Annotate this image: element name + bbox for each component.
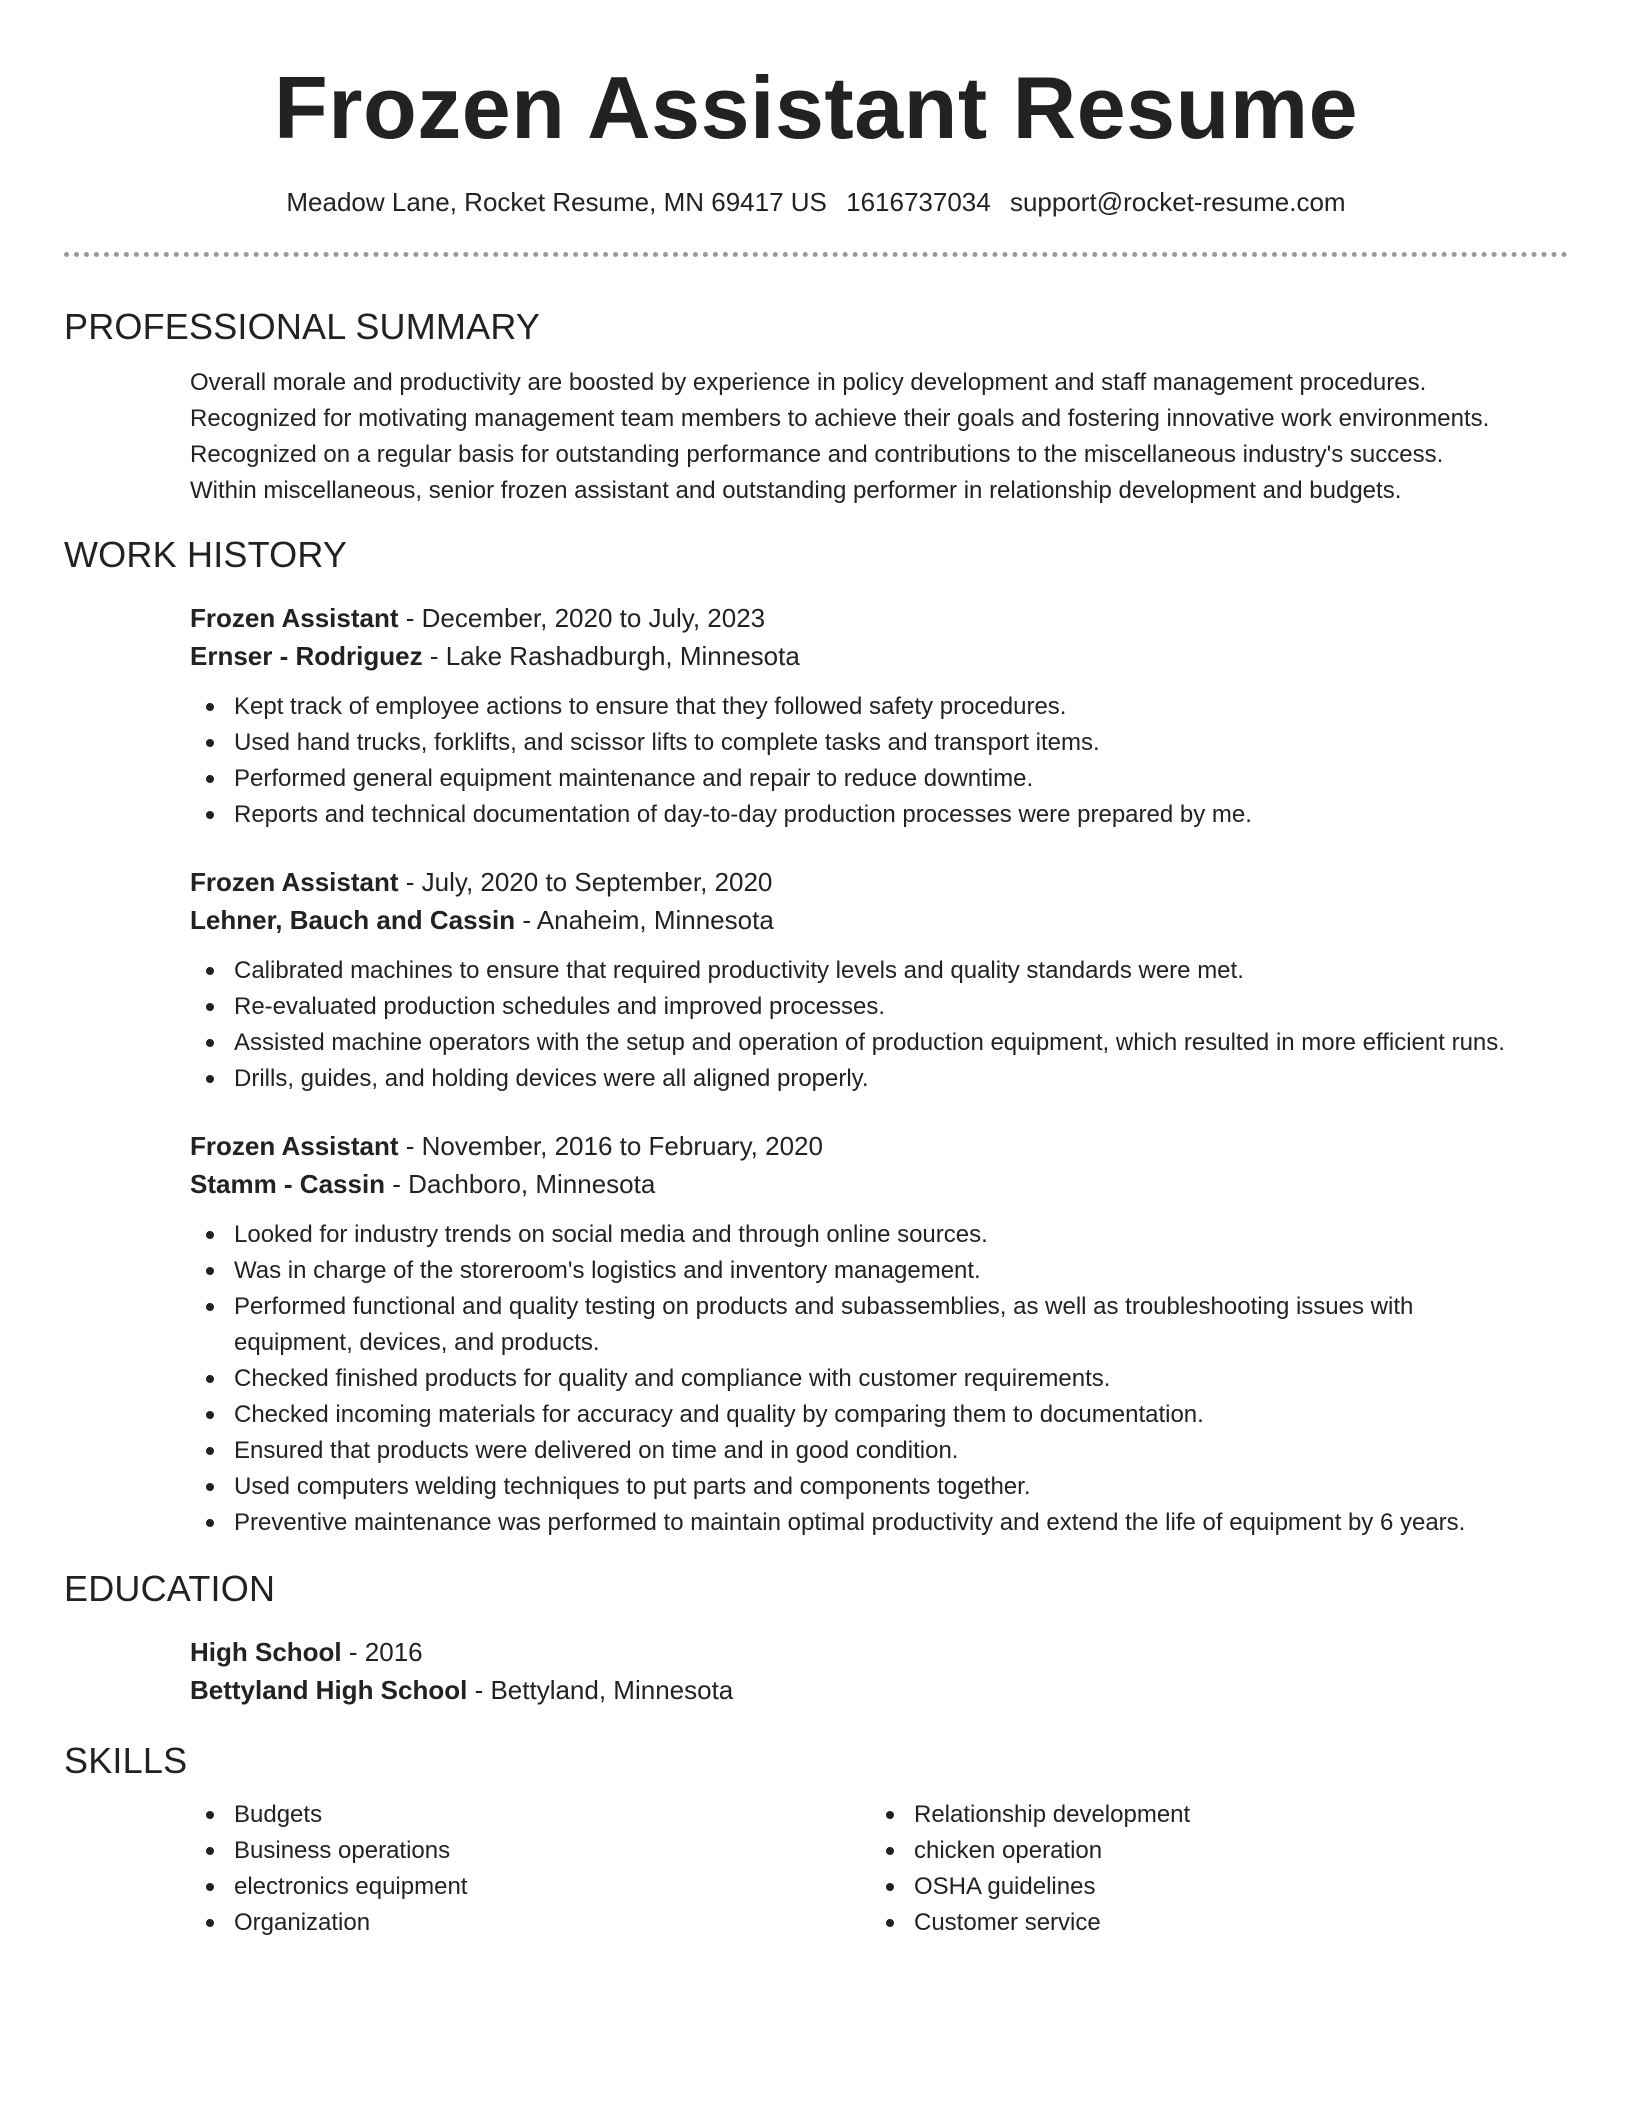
job-role: Frozen Assistant — [190, 867, 399, 897]
bullet-text: Re-evaluated production schedules and improved processes. — [234, 993, 886, 1020]
skill-text: Business operations — [234, 1837, 451, 1864]
bullet-text: Drills, guides, and holding devices were all aligned properly. — [234, 1065, 869, 1092]
job-company: Lehner, Bauch and Cassin — [190, 905, 516, 935]
bullet-dot-icon — [206, 1847, 214, 1855]
skill-text: chicken operation — [914, 1837, 1103, 1864]
list-item — [190, 761, 1568, 797]
bullet-text: Looked for industry trends on social media and through online sources. — [234, 1221, 988, 1248]
list-item — [190, 1833, 870, 1869]
list-item — [190, 1397, 1480, 1433]
list-item — [870, 1869, 1550, 1905]
bullet-text: Assisted machine operators with the setup and operation of production equipment, which resulted in more efficient runs. — [234, 1029, 1505, 1056]
bullet-dot-icon — [206, 1075, 214, 1083]
bullet-dot-icon — [206, 775, 214, 783]
job-dates: - July, 2020 to September, 2020 — [398, 867, 773, 897]
job-company: Ernser - Rodriguez — [190, 641, 423, 671]
bullet-text: Kept track of employee actions to ensure that they followed safety procedures. — [234, 693, 1067, 720]
bullet-text: Ensured that products were delivered on time and in good condition. — [234, 1437, 959, 1464]
bullet-text: Reports and technical documentation of day-to-day production processes were prepared by me. — [234, 801, 1252, 828]
bullet-dot-icon — [206, 1519, 214, 1527]
education-entry — [190, 1633, 1568, 1709]
job-location: - Lake Rashadburgh, Minnesota — [422, 641, 800, 671]
bullet-dot-icon — [886, 1919, 894, 1927]
skill-text: Organization — [234, 1909, 371, 1936]
bullet-dot-icon — [206, 1003, 214, 1011]
education-heading: EDUCATION — [64, 1568, 276, 1609]
skills-column-right — [870, 1797, 1550, 1941]
bullet-text: Used hand trucks, forklifts, and scissor lifts to complete tasks and transport items. — [234, 729, 1100, 756]
list-item — [190, 1217, 1480, 1253]
header-divider — [64, 252, 1568, 257]
list-item — [190, 1469, 1480, 1505]
list-item — [190, 1289, 1480, 1361]
bullet-text: Checked finished products for quality and compliance with customer requirements. — [234, 1365, 1111, 1392]
bullet-dot-icon — [206, 1883, 214, 1891]
bullet-dot-icon — [206, 1231, 214, 1239]
bullet-dot-icon — [206, 1375, 214, 1383]
job-role-line — [190, 599, 1568, 637]
work-history-section — [64, 531, 1568, 1541]
list-item — [190, 953, 1568, 989]
bullet-dot-icon — [886, 1847, 894, 1855]
contact-line — [64, 182, 1568, 222]
resume-page — [64, 0, 1568, 1941]
job-entry — [190, 1127, 1568, 1541]
job-entry — [190, 599, 1568, 833]
job-dates: - November, 2016 to February, 2020 — [398, 1131, 823, 1161]
bullet-text: Calibrated machines to ensure that required productivity levels and quality standards were met. — [234, 957, 1244, 984]
list-item — [190, 1433, 1480, 1469]
education-section — [64, 1565, 1568, 1709]
bullet-text: Was in charge of the storeroom's logistics and inventory management. — [234, 1257, 981, 1284]
job-company-line — [190, 901, 1568, 939]
list-item — [870, 1905, 1550, 1941]
bullet-dot-icon — [206, 1411, 214, 1419]
skills-grid — [190, 1797, 1568, 1941]
bullet-dot-icon — [206, 967, 214, 975]
skills-column-left — [190, 1797, 870, 1941]
list-item — [190, 797, 1568, 833]
job-role-line — [190, 1127, 1568, 1165]
education-school-line — [190, 1671, 1568, 1709]
bullet-dot-icon — [206, 1919, 214, 1927]
skill-text: electronics equipment — [234, 1873, 468, 1900]
job-role: Frozen Assistant — [190, 1131, 399, 1161]
summary-line: Within miscellaneous, senior frozen assistant and outstanding performer in relationship development and budgets. — [190, 477, 1402, 504]
list-item — [190, 725, 1568, 761]
summary-line: Recognized for motivating management team members to achieve their goals and fostering innovative work environments. — [190, 405, 1490, 432]
bullet-dot-icon — [886, 1883, 894, 1891]
bullet-dot-icon — [886, 1811, 894, 1819]
bullet-text: Performed general equipment maintenance and repair to reduce downtime. — [234, 765, 1034, 792]
work-history-heading: WORK HISTORY — [64, 534, 348, 575]
bullet-text: Preventive maintenance was performed to maintain optimal productivity and extend the life of equipment by 6 years. — [234, 1509, 1466, 1536]
contact-phone: 1616737034 — [846, 187, 991, 217]
contact-email: support@rocket-resume.com — [1009, 187, 1346, 217]
skills-heading: SKILLS — [64, 1740, 188, 1781]
summary-heading: PROFESSIONAL SUMMARY — [64, 306, 541, 347]
job-location: - Dachboro, Minnesota — [385, 1169, 656, 1199]
bullet-dot-icon — [206, 739, 214, 747]
bullet-dot-icon — [206, 811, 214, 819]
skill-text: OSHA guidelines — [914, 1873, 1096, 1900]
bullet-text: Checked incoming materials for accuracy and quality by comparing them to documentation. — [234, 1401, 1204, 1428]
list-item — [190, 1869, 870, 1905]
education-school: Bettyland High School — [190, 1675, 468, 1705]
job-company-line — [190, 637, 1568, 675]
job-dates: - December, 2020 to July, 2023 — [398, 603, 766, 633]
summary-line: Recognized on a regular basis for outstanding performance and contributions to the miscellaneous industry's success. — [190, 441, 1444, 468]
list-item — [190, 1505, 1480, 1541]
list-item — [190, 1797, 870, 1833]
education-location: - Bettyland, Minnesota — [467, 1675, 734, 1705]
list-item — [190, 689, 1568, 725]
job-entry — [190, 863, 1568, 1097]
bullet-dot-icon — [206, 1267, 214, 1275]
contact-address: Meadow Lane, Rocket Resume, MN 69417 US — [286, 187, 827, 217]
job-location: - Anaheim, Minnesota — [515, 905, 774, 935]
education-degree-line — [190, 1633, 1568, 1671]
resume-title: Frozen Assistant Resume — [273, 58, 1359, 157]
education-year: - 2016 — [341, 1637, 423, 1667]
list-item — [190, 1025, 1568, 1061]
bullet-dot-icon — [206, 1483, 214, 1491]
list-item — [190, 1361, 1480, 1397]
skill-text: Budgets — [234, 1801, 323, 1828]
summary-section — [64, 303, 1568, 509]
list-item — [870, 1797, 1550, 1833]
bullet-dot-icon — [206, 703, 214, 711]
education-degree: High School — [190, 1637, 342, 1667]
job-bullets — [190, 1217, 1480, 1541]
bullet-dot-icon — [206, 1447, 214, 1455]
skills-section — [64, 1737, 1568, 1941]
job-bullets — [190, 953, 1568, 1097]
job-role: Frozen Assistant — [190, 603, 399, 633]
list-item — [190, 989, 1568, 1025]
summary-line: Overall morale and productivity are boosted by experience in policy development and staff management procedures. — [190, 369, 1427, 396]
job-company: Stamm - Cassin — [190, 1169, 386, 1199]
list-item — [870, 1833, 1550, 1869]
job-company-line — [190, 1165, 1568, 1203]
summary-text — [190, 365, 1568, 509]
bullet-dot-icon — [206, 1039, 214, 1047]
list-item — [190, 1253, 1480, 1289]
skill-text: Customer service — [914, 1909, 1101, 1936]
job-bullets — [190, 689, 1568, 833]
skill-text: Relationship development — [914, 1801, 1191, 1828]
bullet-text: Performed functional and quality testing on products and subassemblies, as well as troubleshooting issues with equipment, devices, and products. — [234, 1293, 1414, 1356]
bullet-text: Used computers welding techniques to put parts and components together. — [234, 1473, 1031, 1500]
list-item — [190, 1061, 1568, 1097]
list-item — [190, 1905, 870, 1941]
job-role-line — [190, 863, 1568, 901]
bullet-dot-icon — [206, 1811, 214, 1819]
bullet-dot-icon — [206, 1303, 214, 1311]
